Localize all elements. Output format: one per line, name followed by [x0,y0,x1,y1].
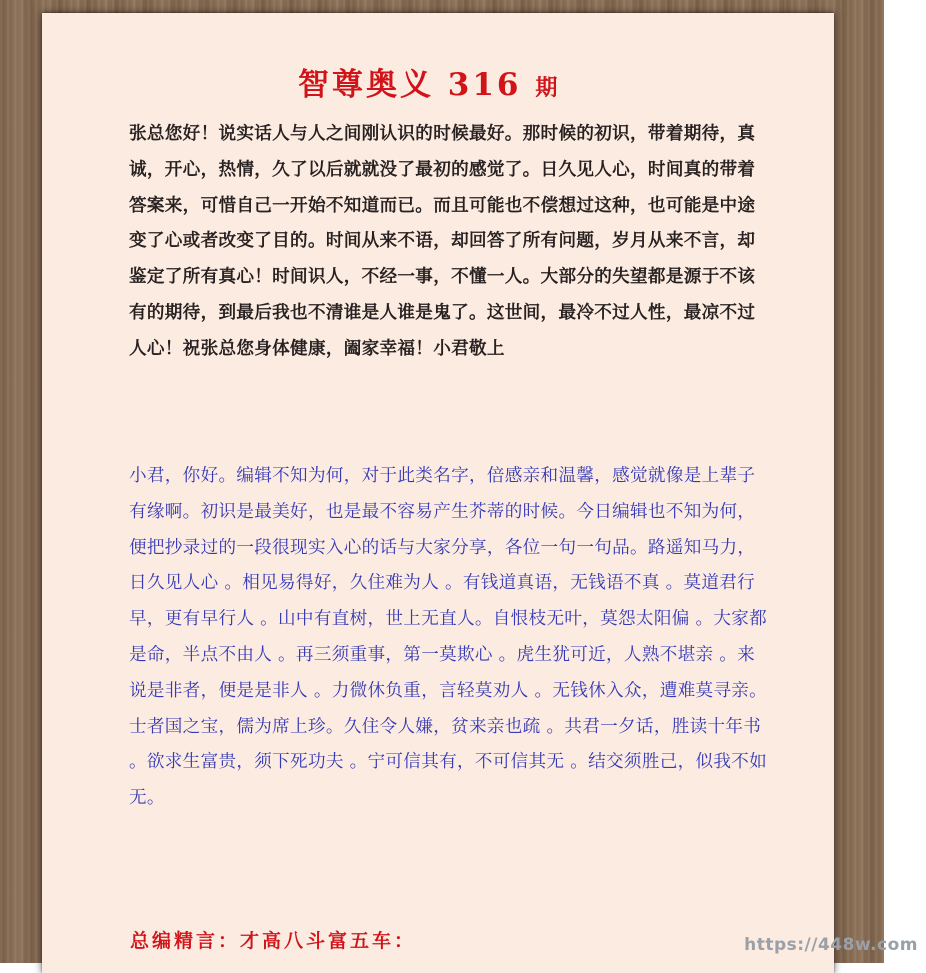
paper-sheet [42,13,834,973]
issue-title-suffix: 期 [535,75,558,101]
editor-reply: 小君，你好。编辑不知为何，对于此类名字，倍感亲和温馨，感觉就像是上辈子有缘啊。初识是最美好，也是最不容易产生芥蒂的时候。今日编辑也不知为何，便把抄录过的一段很现实入心的话与大家分享，各位一句一句品。路遥知马力，日久见人心 。相见易得好，久住难为人 。有钱道真语，无钱语不真 。莫道君行早，更有早行人 。山中有直树，世上无直人。自恨枝无叶，莫怨太阳偏 。大家都是命，半点不由人 。再三须重事，第一莫欺心 。虎生犹可近，人熟不堪亲 。来说是非者，便是是非人 。力微休负重，言轻莫劝人 。无钱休入众，遭难莫寻亲。士者国之宝，儒为席上珍。久住令人嫌，贫来亲也疏 。共君一夕话，胜读十年书 。欲求生富贵，须下死功夫 。宁可信其有，不可信其无 。结交须胜己，似我不如无。 [129,466,768,809]
editor-quote-heading: 总编精言：才高八斗富五车： [130,930,417,952]
issue-title-main: 智尊奥义 316 [298,67,522,103]
issue-title [298,59,557,104]
site-watermark: https://448w.com [744,935,918,955]
reader-letter: 张总您好！说实话人与人之间刚认识的时候最好。那时候的初识，带着期待，真诚，开心，热情，久了以后就就没了最初的感觉了。日久见人心，时间真的带着答案来，可惜自己一开始不知道而已。而且可能也不偿想过这种，也可能是中途变了心或者改变了目的。时间从来不语，却回答了所有问题，岁月从来不言，却鉴定了所有真心！时间识人，不经一事，不懂一人。大部分的失望都是源于不该有的期待，到最后我也不清谁是人谁是鬼了。这世间，最冷不过人性，最凉不过人心！祝张总您身体健康，阖家幸福！小君敬上 [129,124,756,359]
